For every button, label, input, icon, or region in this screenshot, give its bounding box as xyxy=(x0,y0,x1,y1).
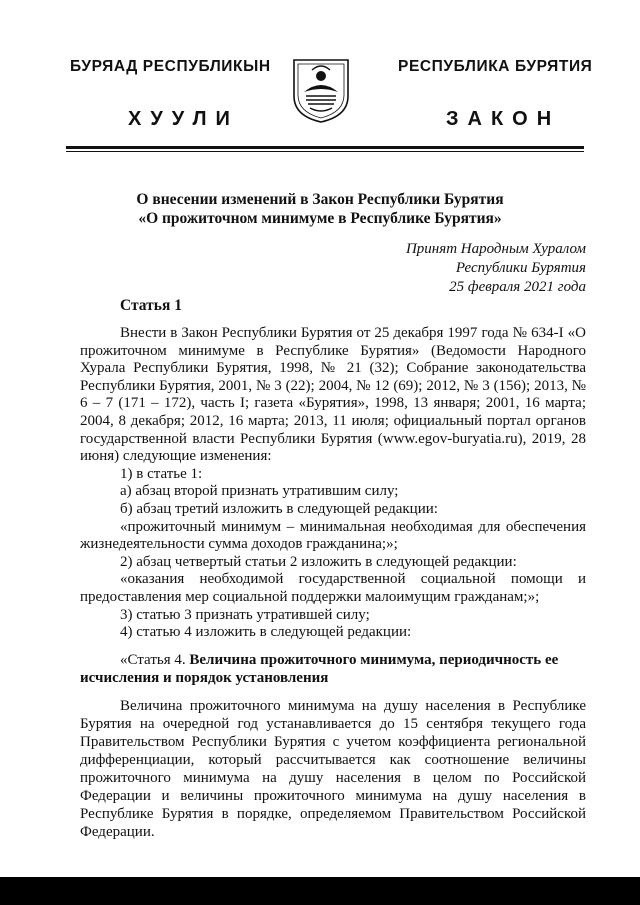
article-body xyxy=(80,325,586,642)
paragraph-item: 2) абзац четвертый статьи 2 изложить в следующей редакции: xyxy=(120,553,517,570)
subarticle-prefix: «Статья 4. xyxy=(120,652,186,668)
article-heading: Статья 1 xyxy=(120,297,182,314)
paragraph-item: 4) статью 4 изложить в следующей редакции: xyxy=(120,624,412,641)
paragraph-quote: «прожиточный минимум – минимальная необходимая для обеспечения жизнедеятельности сумма доходов гражданина;»; xyxy=(80,518,586,553)
adoption-line1: Принят Народным Хуралом xyxy=(405,241,586,257)
adoption-line2: Республики Бурятия xyxy=(455,260,586,276)
header-left-top: БУРЯАД РЕСПУБЛИКЫН xyxy=(70,58,271,75)
paragraph-item: 1) в статье 1: xyxy=(120,465,203,482)
header-right-bottom: ЗАКОН xyxy=(446,108,561,130)
header-double-rule-thin xyxy=(66,151,584,152)
law-title xyxy=(0,190,640,228)
law-title-line2: «О прожиточном минимуме в Республике Бурятия» xyxy=(138,210,502,227)
paragraph-item: 3) статью 3 признать утратившей силу; xyxy=(120,606,370,623)
subarticle-title: Величина прожиточного минимума, периодичность ее исчисления и порядок установления xyxy=(80,652,559,686)
header-left-bottom: ХУУЛИ xyxy=(128,108,239,130)
law-title-line1: О внесении изменений в Закон Республики Бурятия xyxy=(136,191,504,208)
adoption-note xyxy=(406,240,586,297)
paragraph-item: б) абзац третий изложить в следующей редакции: xyxy=(120,500,438,517)
header-double-rule-thick xyxy=(66,146,584,149)
subarticle-heading xyxy=(80,651,586,687)
paragraph-intro: Внести в Закон Республики Бурятия от 25 декабря 1997 года № 634-I «О прожиточном минимуме в Республике Бурятия» (Ведомости Народного Хурала Республики Бурятия, 1998, № 21 (32); Собрание законодательства Республики Бурятия, 2001, № 3 (22); 2004, № 12 (69); 2012, № 3 (156); 2013, № 6 – 7 (171 – 172), часть I; газета «Бурятия», 1998, 13 января; 2001, 16 марта; 2004, 8 декабря; 2012, 16 марта; 2013, 11 июля; официальный портал органов государственной власти Республики Бурятия (www.egov-buryatia.ru), 2019, 28 июня) следующие изменения: xyxy=(80,325,586,465)
paragraph-quote: «оказания необходимой государственной социальной помощи и предоставления мер социальной поддержки малоимущим гражданам;»; xyxy=(80,571,586,605)
header-right-top: РЕСПУБЛИКА БУРЯТИЯ xyxy=(398,58,593,75)
subarticle-body xyxy=(80,697,586,841)
paragraph-item: а) абзац второй признать утратившим силу; xyxy=(120,483,399,500)
paragraph-body: Величина прожиточного минимума на душу населения в Республике Бурятия на очередной год устанавливается до 15 сентября текущего года Правительством Республики Бурятия с учетом коэффициента региональной дифференциации, который рассчитывается как соотношение величины прожиточного минимума на душу населения в целом по Российской Федерации и величины прожиточного минимума на душу населения в Республике Бурятия в порядке, определяемом Правительством Российской Федерации. xyxy=(80,698,586,840)
adoption-line3: 25 февраля 2021 года xyxy=(449,279,586,295)
coat-of-arms-emblem xyxy=(290,56,352,124)
scan-bottom-edge xyxy=(0,877,640,905)
